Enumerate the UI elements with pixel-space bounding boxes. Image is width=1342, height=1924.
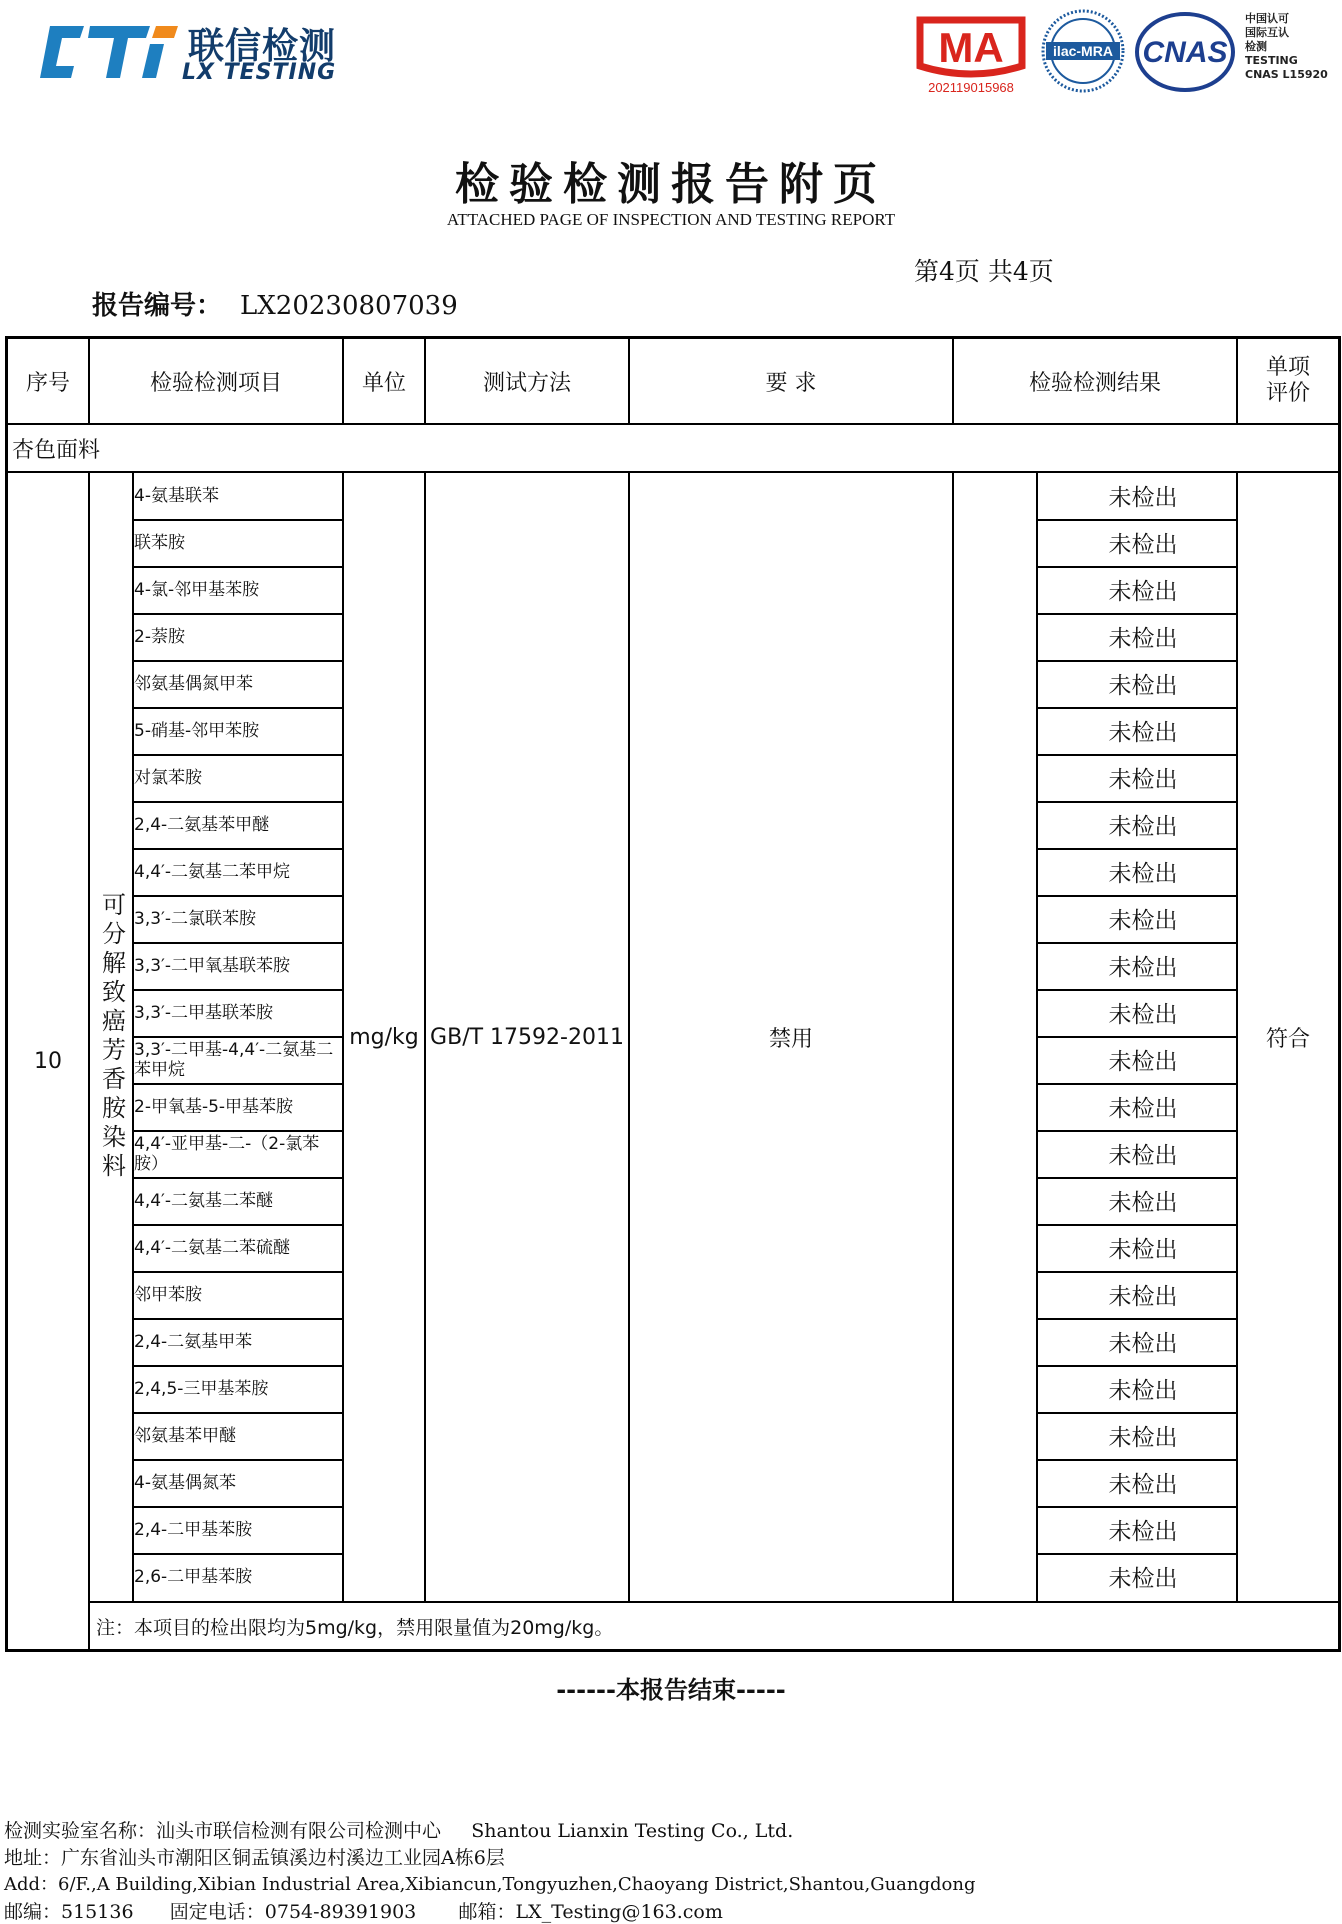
- grid-line: [424, 339, 426, 423]
- grid-line: [134, 1083, 342, 1085]
- header-result: 检验检测结果: [1028, 370, 1161, 396]
- grid-line: [1038, 1271, 1236, 1273]
- test-item-result: 未检出: [1108, 1284, 1178, 1310]
- grid-line: [1236, 339, 1238, 423]
- grid-line: [134, 1036, 342, 1038]
- test-item-result: 未检出: [1108, 1002, 1178, 1028]
- footer-address-en: Add：6/F.,A Building,Xibian Industrial Area,Xibiancun,Tongyuzhen,Chaoyang District,Shantou,Guangdong: [4, 1874, 976, 1895]
- header-unit: 单位: [361, 370, 406, 396]
- footer-address-cn: 地址：广东省汕头市潮阳区铜盂镇溪边村溪边工业园A栋6层: [4, 1847, 505, 1869]
- report-number: [92, 285, 458, 322]
- category-char: 可: [102, 891, 126, 919]
- grid-line: [134, 1271, 342, 1273]
- test-item-name: 2,4-二氨基甲苯: [134, 1331, 253, 1352]
- test-item-result: 未检出: [1108, 814, 1178, 840]
- grid-line: [134, 1318, 342, 1320]
- test-item-result: 未检出: [1108, 673, 1178, 699]
- test-item-name: 2,4-二氨基苯甲醚: [134, 814, 270, 835]
- grid-line: [88, 339, 90, 423]
- results-table: [5, 336, 1341, 1652]
- cma-seal-text: MA: [938, 24, 1004, 71]
- test-item-name: 4,4′-二氨基二苯硫醚: [134, 1237, 291, 1258]
- evaluation-value: 符合: [1265, 1026, 1310, 1052]
- test-item-result: 未检出: [1108, 861, 1178, 887]
- grid-line: [134, 848, 342, 850]
- grid-line: [1038, 1224, 1236, 1226]
- grid-line: [134, 1177, 342, 1179]
- grid-line: [134, 1224, 342, 1226]
- grid-line: [1038, 1506, 1236, 1508]
- header-method: 测试方法: [482, 370, 571, 396]
- category-char: 癌: [102, 1007, 126, 1035]
- grid-line: [1038, 1412, 1236, 1414]
- cnas-seal-text: CNAS: [1142, 36, 1228, 69]
- category-char: 解: [102, 949, 126, 977]
- grid-line: [1038, 848, 1236, 850]
- grid-line: [1038, 989, 1236, 991]
- cma-seal-icon: [912, 12, 1030, 96]
- document-subtitle: ATTACHED PAGE OF INSPECTION AND TESTING REPORT: [446, 210, 896, 229]
- table-note: 注：本项目的检出限均为5mg/kg，禁用限量值为20mg/kg。: [96, 1616, 614, 1639]
- test-item-name: 邻氨基苯甲醚: [134, 1425, 236, 1446]
- test-item-result: 未检出: [1108, 1519, 1178, 1545]
- test-item-name: 5-硝基-邻甲苯胺: [134, 720, 260, 741]
- test-item-name: 邻甲苯胺: [134, 1284, 202, 1305]
- test-item-result: 未检出: [1108, 485, 1178, 511]
- header-evaluation: 单项评价: [1265, 355, 1310, 406]
- grid-line: [134, 613, 342, 615]
- test-item-name: 2,4-二甲基苯胺: [134, 1519, 253, 1540]
- grid-line: [134, 707, 342, 709]
- test-item-result: 未检出: [1108, 1190, 1178, 1216]
- grid-line: [134, 895, 342, 897]
- test-item-result: 未检出: [1108, 1378, 1178, 1404]
- grid-line: [1038, 1130, 1236, 1132]
- test-item-result: 未检出: [1108, 767, 1178, 793]
- header-requirement: 要 求: [765, 370, 817, 396]
- grid-line: [134, 989, 342, 991]
- category-char: 染: [102, 1123, 126, 1151]
- test-item-name: 3,3′-二甲基-4,4′-二氨基二苯甲烷: [134, 1039, 334, 1080]
- grid-line: [134, 1412, 342, 1414]
- category-char: 料: [102, 1152, 126, 1180]
- category-char: 分: [102, 920, 126, 948]
- category-char: 香: [102, 1065, 126, 1093]
- category-label: [94, 891, 134, 1181]
- test-item-result: 未检出: [1108, 626, 1178, 652]
- document-title: 检验检测报告附页: [455, 159, 887, 210]
- test-item-result: 未检出: [1108, 908, 1178, 934]
- grid-line: [628, 471, 630, 1601]
- grid-line: [1038, 1318, 1236, 1320]
- grid-line: [8, 471, 1338, 473]
- test-item-result: 未检出: [1108, 955, 1178, 981]
- test-item-result: 未检出: [1108, 1566, 1178, 1592]
- grid-line: [134, 754, 342, 756]
- test-item-name: 对氯苯胺: [134, 767, 202, 788]
- grid-line: [134, 1506, 342, 1508]
- grid-line: [1038, 1365, 1236, 1367]
- grid-line: [1038, 566, 1236, 568]
- grid-line: [1038, 1036, 1236, 1038]
- ilac-mra-seal-icon: [1040, 8, 1126, 94]
- grid-line: [1038, 754, 1236, 756]
- test-item-name: 3,3′-二氯联苯胺: [134, 908, 257, 929]
- test-item-name: 3,3′-二甲基联苯胺: [134, 1002, 274, 1023]
- ilac-seal-text: ilac-MRA: [1053, 43, 1113, 59]
- footer-lab-name: 检测实验室名称：汕头市联信检测有限公司检测中心 Shantou Lianxin Testing Co., Ltd.: [4, 1820, 794, 1842]
- test-item-name: 2,6-二甲基苯胺: [134, 1566, 253, 1587]
- lx-logo-mark-icon: [40, 22, 180, 84]
- test-item-result: 未检出: [1108, 1331, 1178, 1357]
- test-item-name: 2-萘胺: [134, 626, 185, 647]
- report-number-value: LX20230807039: [240, 291, 458, 321]
- row-seq: 10: [34, 1048, 62, 1074]
- test-item-name: 4,4′-二氨基二苯醚: [134, 1190, 274, 1211]
- header-item: 检验检测项目: [149, 370, 282, 396]
- grid-line: [134, 942, 342, 944]
- report-end-mark: ------本报告结束-----: [556, 1676, 786, 1704]
- grid-line: [134, 1130, 342, 1132]
- grid-line: [1038, 519, 1236, 521]
- test-item-name: 4,4′-二氨基二苯甲烷: [134, 861, 291, 882]
- grid-line: [134, 1459, 342, 1461]
- grid-line: [1038, 1553, 1236, 1555]
- grid-line: [134, 1553, 342, 1555]
- grid-line: [134, 660, 342, 662]
- grid-line: [952, 471, 954, 1601]
- grid-line: [134, 566, 342, 568]
- section-label: 杏色面料: [12, 437, 101, 463]
- grid-line: [342, 471, 344, 1601]
- page-info: 第4页 共4页: [914, 257, 1054, 286]
- grid-line: [342, 339, 344, 423]
- test-item-result: 未检出: [1108, 720, 1178, 746]
- logo-english-name: LX TESTING: [182, 60, 337, 85]
- cma-number: 202119015968: [928, 80, 1014, 95]
- grid-line: [1038, 1177, 1236, 1179]
- requirement-value: 禁用: [768, 1026, 813, 1052]
- test-item-result: 未检出: [1108, 1049, 1178, 1075]
- test-item-name: 4-氨基偶氮苯: [134, 1472, 236, 1493]
- report-number-label: 报告编号：: [92, 291, 223, 321]
- cnas-seal-icon: [1134, 10, 1236, 94]
- grid-line: [8, 423, 1338, 425]
- grid-line: [628, 339, 630, 423]
- test-item-result: 未检出: [1108, 1472, 1178, 1498]
- test-item-name: 3,3′-二甲氧基联苯胺: [134, 955, 291, 976]
- logo-chinese-name: 联信检测: [188, 26, 337, 67]
- method-value: GB/T 17592-2011: [430, 1024, 624, 1050]
- test-item-result: 未检出: [1108, 1237, 1178, 1263]
- grid-line: [1236, 471, 1238, 1601]
- test-item-name: 2-甲氧基-5-甲基苯胺: [134, 1096, 294, 1117]
- grid-line: [1038, 1083, 1236, 1085]
- test-item-name: 邻氨基偶氮甲苯: [134, 673, 253, 694]
- category-char: 致: [102, 978, 126, 1006]
- footer-contact: 邮编：515136 固定电话：0754-89391903 邮箱：LX_Testing@163.com: [4, 1901, 723, 1923]
- test-item-name: 4,4′-亚甲基-二-（2-氯苯胺）: [134, 1133, 320, 1174]
- grid-line: [1038, 942, 1236, 944]
- test-item-name: 2,4,5-三甲基苯胺: [134, 1378, 269, 1399]
- test-item-name: 联苯胺: [134, 532, 185, 553]
- grid-line: [88, 471, 90, 1649]
- unit-value: mg/kg: [349, 1024, 419, 1050]
- grid-line: [1038, 1459, 1236, 1461]
- category-char: 胺: [102, 1094, 126, 1122]
- category-char: 芳: [102, 1036, 126, 1064]
- cnas-accreditation-text: 中国认可 国际互认 检测 TESTING CNAS L15920: [1245, 12, 1328, 81]
- grid-line: [134, 519, 342, 521]
- grid-line: [134, 1365, 342, 1367]
- test-item-name: 4-氨基联苯: [134, 485, 219, 506]
- grid-line: [952, 339, 954, 423]
- test-item-result: 未检出: [1108, 579, 1178, 605]
- test-item-result: 未检出: [1108, 1143, 1178, 1169]
- test-item-name: 4-氯-邻甲基苯胺: [134, 579, 260, 600]
- grid-line: [1038, 895, 1236, 897]
- test-item-result: 未检出: [1108, 1425, 1178, 1451]
- grid-line: [1038, 707, 1236, 709]
- grid-line: [1038, 660, 1236, 662]
- test-item-result: 未检出: [1108, 532, 1178, 558]
- grid-line: [1038, 801, 1236, 803]
- grid-line: [134, 801, 342, 803]
- grid-line: [1038, 613, 1236, 615]
- grid-line: [90, 1601, 1338, 1603]
- header-seq: 序号: [25, 370, 70, 396]
- grid-line: [424, 471, 426, 1601]
- test-item-result: 未检出: [1108, 1096, 1178, 1122]
